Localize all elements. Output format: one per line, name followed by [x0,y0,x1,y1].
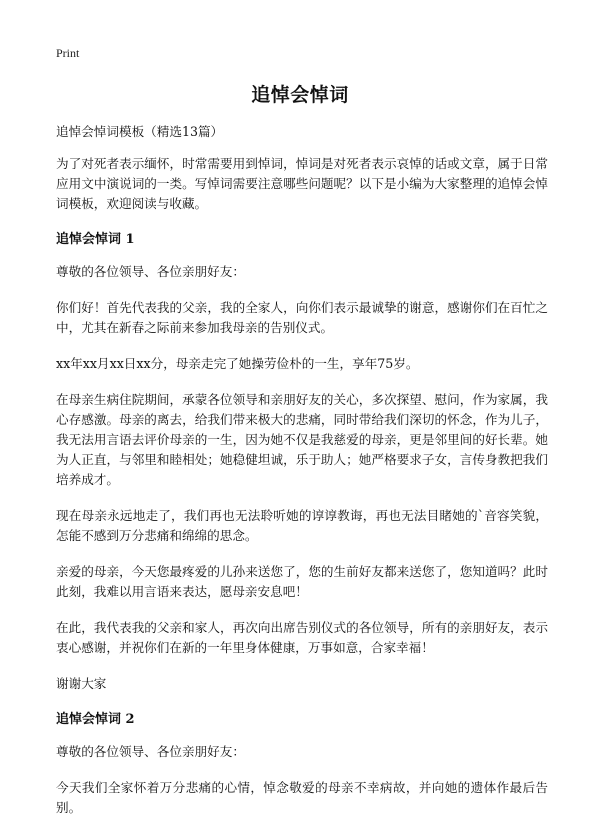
section-heading-1: 追悼会悼词 1 [56,232,135,247]
paragraph-1-1: 你们好！首先代表我的父亲，我的全家人，向你们表示最诚挚的谢意，感谢你们在百忙之中，尤其在新春之际前来参加我母亲的告别仪式。 [56,300,548,335]
paragraph-1-4: 现在母亲永远地走了，我们再也无法聆听她的谆谆教诲，再也无法目睹她的`音容笑貌，怎能不感到万分悲痛和绵绵的思念。 [56,508,548,543]
document-subtitle: 追悼会悼词模板（精选13篇） [56,124,224,139]
document-body [56,122,548,834]
closing-1: 谢谢大家 [56,676,107,691]
print-link[interactable]: Print [56,46,80,60]
salutation-1: 尊敬的各位领导、各位亲朋好友： [56,264,245,279]
paragraph-1-3: 在母亲生病住院期间，承蒙各位领导和亲朋好友的关心，多次探望、慰问，作为家属，我心存感激。母亲的离去，给我们带来极大的悲痛，同时带给我们深切的怀念，作为儿子，我无法用言语去评价母亲的一生，因为她不仅是我慈爱的母亲，更是邻里间的好长辈。她为人正直，与邻里和睦相处；她稳健坦诚，乐于助人；她严格要求子女，言传身教把我们培养成才。 [56,392,548,487]
page-title: 追悼会悼词 [251,84,349,106]
paragraph-1-2: xx年xx月xx日xx分，母亲走完了她操劳俭朴的一生，享年75岁。 [56,356,419,371]
paragraph-1-6: 在此，我代表我的父亲和家人，再次向出席告别仪式的各位领导，所有的亲朋好友，表示衷心感谢，并祝你们在新的一年里身体健康，万事如意，合家幸福！ [56,620,548,655]
intro-paragraph: 为了对死者表示缅怀，时常需要用到悼词，悼词是对死者表示哀悼的话或文章，属于日常应用文中演说词的一类。写悼词需要注意哪些问题呢？以下是小编为大家整理的追悼会悼词模板，欢迎阅读与收藏。 [56,156,548,211]
salutation-2: 尊敬的各位领导、各位亲朋好友： [56,744,245,759]
section-heading-2: 追悼会悼词 2 [56,712,135,727]
paragraph-2-1: 今天我们全家怀着万分悲痛的心情，悼念敬爱的母亲不幸病故，并向她的遗体作最后告别。 [56,780,548,815]
paragraph-1-5: 亲爱的母亲，今天您最疼爱的儿孙来送您了，您的生前好友都来送您了，您知道吗？此时此刻，我难以用言语来表达，愿母亲安息吧！ [56,564,548,599]
